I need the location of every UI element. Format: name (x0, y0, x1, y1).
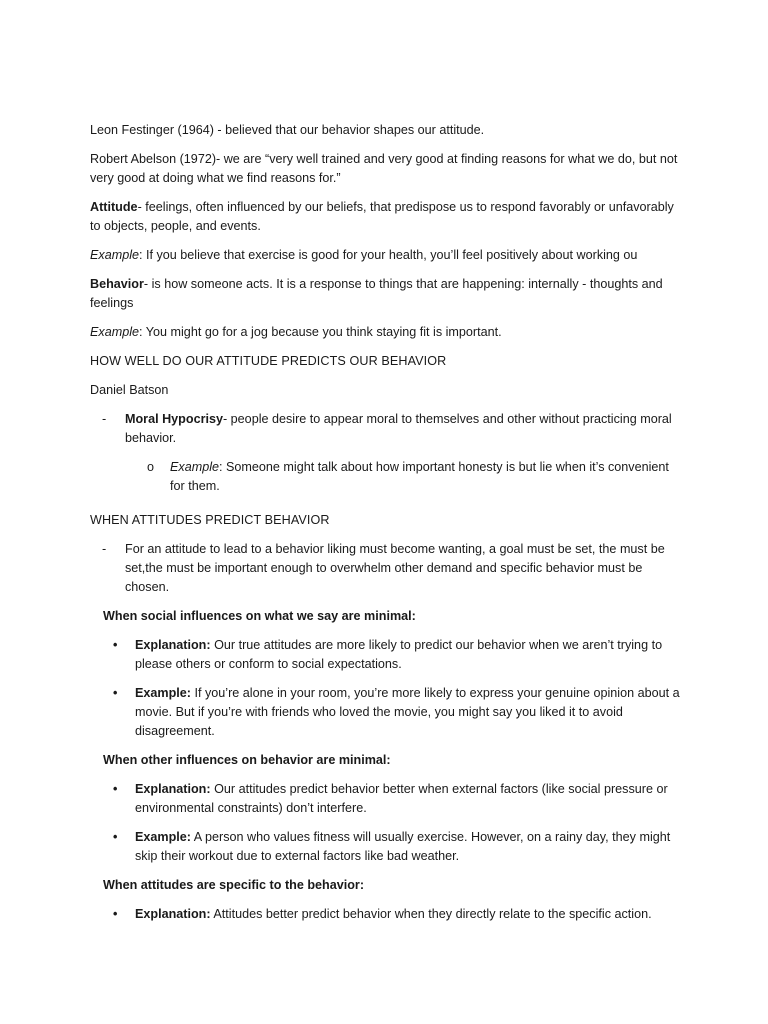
document-page (90, 121, 680, 934)
example-text: : If you believe that exercise is good for your health, you’ll feel positively about working ou (139, 248, 638, 262)
bullet-marker: • (113, 686, 118, 700)
bullet-label: Explanation: (135, 638, 211, 652)
dash-marker: - (102, 542, 107, 556)
attitude-definition (90, 198, 680, 236)
moral-hypocrisy-term: Moral Hypocrisy (125, 412, 223, 426)
subsection-heading: When attitudes are specific to the behavior: (103, 878, 365, 892)
wanting-text: For an attitude to lead to a behavior liking must become wanting, a goal must be set, the must be set,the must be important enough to overwhelm other demand and specific behavior must be chosen. (125, 542, 665, 594)
behavior-term: Behavior (90, 277, 144, 291)
festinger-paragraph: Leon Festinger (1964) - believed that our behavior shapes our attitude. (90, 123, 485, 137)
attitude-example (90, 246, 680, 265)
batson-name: Daniel Batson (90, 383, 169, 397)
circle-marker: o (147, 460, 155, 474)
example-label: Example (170, 460, 219, 474)
example-label: Example (90, 248, 139, 262)
example-text: : Someone might talk about how important honesty is but lie when it’s convenient for them. (170, 460, 669, 493)
bullet-marker: • (113, 782, 118, 796)
bullet-item (90, 684, 680, 741)
bullet-item (90, 905, 680, 924)
attitude-term: Attitude (90, 200, 138, 214)
section-heading: HOW WELL DO OUR ATTITUDE PREDICTS OUR BEHAVIOR (90, 354, 447, 368)
bullet-marker: • (113, 638, 118, 652)
bullet-item (90, 828, 680, 866)
bullet-text: Our attitudes predict behavior better when external factors (like social pressure or environmental constraints) don’t interfere. (135, 782, 668, 815)
abelson-paragraph: Robert Abelson (1972)- we are “very well trained and very good at finding reasons for what we do, but not very good at doing what we find reasons for.” (90, 152, 678, 185)
bullet-label: Example: (135, 830, 191, 844)
attitude-definition-text: - feelings, often influenced by our beliefs, that predispose us to respond favorably or unfavorably to objects, people, and events. (90, 200, 674, 233)
bullet-marker: • (113, 830, 118, 844)
behavior-definition-text: - is how someone acts. It is a response to things that are happening: internally - thoughts and feelings (90, 277, 663, 310)
bullet-text: If you’re alone in your room, you’re more likely to express your genuine opinion about a movie. But if you’re with friends who loved the movie, you might say you liked it to avoid disagreement. (135, 686, 680, 738)
bullet-item (90, 780, 680, 818)
section-heading: WHEN ATTITUDES PREDICT BEHAVIOR (90, 513, 330, 527)
subsection-heading: When other influences on behavior are minimal: (103, 753, 391, 767)
bullet-item (90, 636, 680, 674)
list-item (90, 410, 680, 448)
subsection-heading: When social influences on what we say are minimal: (103, 609, 416, 623)
bullet-text: Our true attitudes are more likely to predict our behavior when we aren’t trying to please others or conform to social expectations. (135, 638, 663, 671)
dash-marker: - (102, 412, 107, 426)
bullet-label: Explanation: (135, 907, 211, 921)
behavior-definition (90, 275, 680, 313)
behavior-example (90, 323, 680, 342)
sub-list-item (90, 458, 680, 496)
bullet-label: Example: (135, 686, 191, 700)
example-text: : You might go for a jog because you think staying fit is important. (139, 325, 502, 339)
bullet-label: Explanation: (135, 782, 211, 796)
bullet-text: Attitudes better predict behavior when they directly relate to the specific action. (210, 907, 652, 921)
list-item (90, 540, 680, 597)
bullet-marker: • (113, 907, 118, 921)
example-label: Example (90, 325, 139, 339)
moral-hypocrisy-text: - people desire to appear moral to themselves and other without practicing moral behavior. (125, 412, 672, 445)
bullet-text: A person who values fitness will usually exercise. However, on a rainy day, they might skip their workout due to external factors like bad weather. (135, 830, 671, 863)
